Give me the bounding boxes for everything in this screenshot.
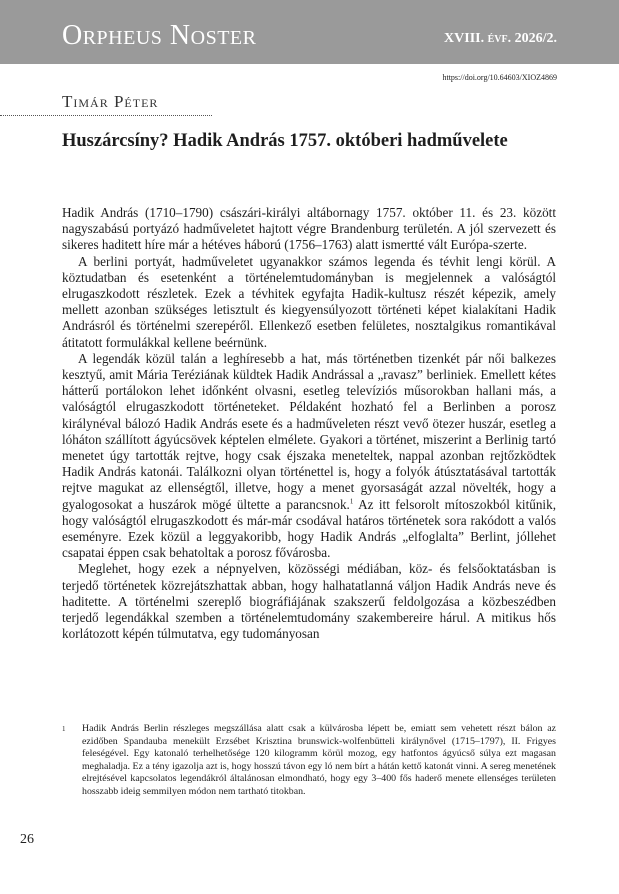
page-number: 26 [20, 832, 34, 847]
article-body [62, 205, 556, 642]
paragraph-2: A berlini portyát, hadműveletet ugyanakkor számos legenda és tévhit lengi körül. A köztudatban és esetenként a történelemtudományban is megjelennek a valóságtól elrugaszkodott részletek. Ezek a tévhitek egyfajta Hadik-kultusz részét képezik, amely mellett azonban szükséges letisztult és kiegyensúlyozott történeti képet kialakítani Hadik Andrásról és történelmi szerepéről. Ellenkező esetben felületes, nosztalgikus romantikával átitatott formulákkal kellene beérnünk. [62, 253, 556, 350]
journal-volume: XVIII. évf. 2026/2. [444, 31, 557, 46]
footnote-text: Hadik András Berlin részleges megszállása alatt csak a külvárosba lépett be, emiatt sem vehetett részt bálon az ezidőben Spandauba menekült Erzsébet Krisztina brunswick-wolfenbütteli királynővel (1715–1797), II. Frigyes feleségével. Egy katonaló terhelhetősége 120 kilogramm körül mozog, egy hatfontos ágyúcső súlya ezt magasan meghaladja. Ez a tény igazolja azt is, hogy hosszú távon egy ló nem bírt a hátán kettő katonát vinni. A sereg menetének elrejtésével kapcsolatos legendákról általánosan elmondható, hogy egy 3–400 fős haderő menete ellenséges területen hosszabb ideig semmilyen módon nem tartható titokban. [82, 723, 556, 797]
author-divider [0, 115, 212, 116]
footnote [62, 723, 556, 799]
paragraph-3-tail: Az itt felsorolt mítoszokból kitűnik, hogy valóságtól elrugaszkodott és már-már csodával határos történetek sora rakódott a valós eseményre. Ezek közül a leggyakoribb, hogy Hadik András „elfoglalta” Berlint, jóllehet csapatai éppen csak behatoltak a porosz fővárosba. [62, 496, 556, 561]
paragraph-3 [62, 351, 556, 562]
paragraph-4: Meglehet, hogy ezek a népnyelven, közösségi médiában, köz- és felsőoktatásban is terjedő történetek közrejátszhattak abban, hogy halhatatlanná váljon Hadik András neve és haditette. A történelmi szereplő biográfiájának szakszerű feldolgozása a közbeszédben terjedő legendákkal szemben a történelemtudomány szakembereire hárul. A mitikus hős korlátozott képén túlmutatva, egy tudományosan [62, 561, 556, 642]
paragraph-1: Hadik András (1710–1790) császári-királyi altábornagy 1757. október 11. és 23. között nagyszabású portyázó hadműveletet hajtott végre Brandenburg területén. A jól szervezett és sikeres haditett híre már a hétéves háború (1756–1763) alatt ismertté vált Európa-szerte. [62, 205, 556, 253]
journal-header [0, 0, 619, 64]
doi-link[interactable]: https://doi.org/10.64603/XIOZ4869 [442, 73, 557, 82]
article-title: Huszárcsíny? Hadik András 1757. októberi hadművelete [62, 131, 508, 151]
footnote-reference[interactable]: 1 [349, 497, 354, 506]
paragraph-3-text: A legendák közül talán a leghíresebb a hat, más történetben tizenkét pár női balkezes kesztyű, amit Mária Teréziának küldtek Hadik Andrással a „ravasz” berliniek. Emellett kétes hátterű portálokon lehet időnként olvasni, esetleg televíziós műsorokban hallani más, a valóságtól elrugaszkodott történeteket. Példaként hozható fel a Berlinben a porosz királynéval bálozó Hadik András esete és a hadműveleten részt vevő ötezer huszár, esetleg a lóháton szállított ágyúcsövek képtelen elmélete. Gyakori a történet, miszerint a Berlinig tartó menetet úgy tartották rejtve, hogy csak éjszaka meneteltek, nappal azonban rejtőzködtek Hadik András katonái. Találkozni olyan történettel is, hogy a folyók átúsztatásával tartották rejtve magukat az ellenségtől, illetve, hogy a menet gyorsaságát azzal növelték, hogy a gyalogosokat a huszárok mögé ültette a parancsnok. [62, 350, 556, 512]
journal-title: Orpheus Noster [62, 20, 257, 51]
footnote-number: 1 [62, 725, 66, 733]
article-author: Timár Péter [62, 92, 159, 111]
